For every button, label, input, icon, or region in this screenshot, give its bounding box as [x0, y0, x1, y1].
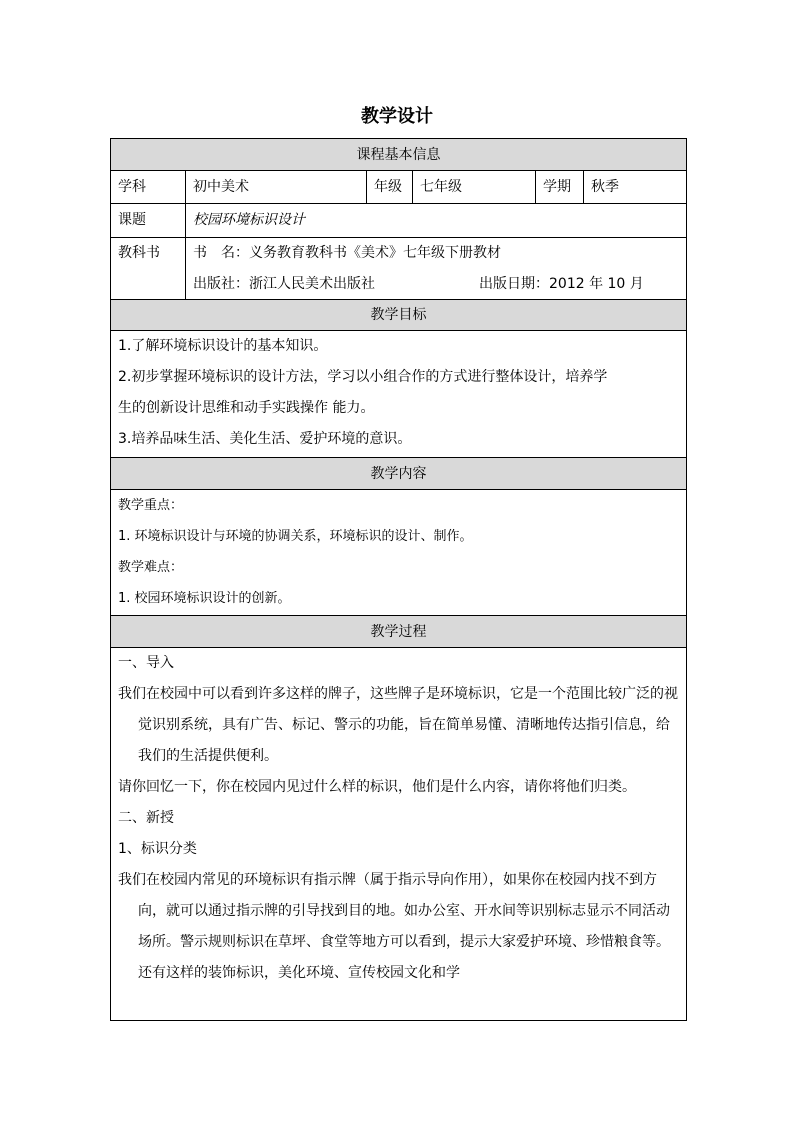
term-value: 秋季: [591, 179, 619, 195]
objective-item: 1.了解环境标识设计的基本知识。: [118, 338, 328, 354]
subject-value: 初中美术: [186, 171, 367, 203]
section-new-heading: 二、新授: [118, 810, 174, 826]
objectives-body: [111, 331, 686, 458]
subsection-heading: 1、标识分类: [118, 841, 197, 857]
objective-item: 3.培养品味生活、美化生活、爱护环境的意识。: [118, 431, 412, 447]
topic-value: 校园环境标识设计: [193, 212, 305, 228]
book-name: 书 名：义务教育教科书《美术》七年级下册教材: [193, 245, 501, 261]
difficult-point-item: 1. 校园环境标识设计的创新。: [118, 591, 291, 606]
process-paragraph: 我们在校园中可以看到许多这样的牌子，这些牌子是环境标识，它是一个范围比较广泛的视觉识别系统，具有广告、标记、警示的功能，旨在简单易懂、清晰地传达指引信息，给我们的生活提供便利。: [118, 686, 678, 764]
key-point-item: 1. 环境标识设计与环境的协调关系，环境标识的设计、制作。: [118, 529, 473, 544]
grade-value: 七年级: [413, 171, 536, 203]
textbook-label: 教科书: [111, 238, 186, 299]
basic-info-header: 课程基本信息: [111, 139, 686, 171]
grade-label: 年级: [367, 171, 413, 203]
process-body: [111, 648, 686, 1020]
textbook-row: [111, 238, 686, 300]
basic-info-row: [111, 171, 686, 204]
lesson-plan-table: [110, 138, 687, 1021]
topic-row: [111, 204, 686, 238]
subject-label: 学科: [111, 171, 186, 203]
process-text: [118, 648, 678, 989]
objective-item: 2.初步掌握环境标识的设计方法，学习以小组合作的方式进行整体设计，培养学: [118, 369, 608, 385]
publish-date: 出版日期：2012 年 10 月: [479, 276, 644, 292]
process-paragraph: 请你回忆一下，你在校园内见过什么样的标识，他们是什么内容，请你将他们归类。: [118, 779, 636, 795]
textbook-info: [186, 238, 686, 299]
objectives-header: 教学目标: [111, 300, 686, 331]
section-intro-heading: 一、导入: [118, 655, 174, 671]
topic-label: 课题: [111, 204, 186, 237]
objective-item: 生的创新设计思维和动手实践操作 能力。: [118, 400, 375, 416]
document-title: 教学设计: [361, 106, 433, 127]
content-body: [111, 490, 686, 616]
publisher: 出版社：浙江人民美术出版社: [193, 276, 375, 292]
key-points-label: 教学重点：: [118, 498, 184, 513]
process-paragraph: 我们在校园内常见的环境标识有指示牌（属于指示导向作用），如果你在校园内找不到方向，就可以通过指示牌的引导找到目的地。如办公室、开水间等识别标志显示不同活动场所。警示规则标识在草坪、食堂等地方可以看到，提示大家爱护环境、珍惜粮食等。还有这样的装饰标识，美化环境、宣传校园文化和学: [118, 872, 670, 981]
difficult-points-label: 教学难点：: [118, 560, 184, 575]
process-header: 教学过程: [111, 616, 686, 648]
term-label: 学期: [536, 171, 584, 203]
content-header: 教学内容: [111, 458, 686, 490]
